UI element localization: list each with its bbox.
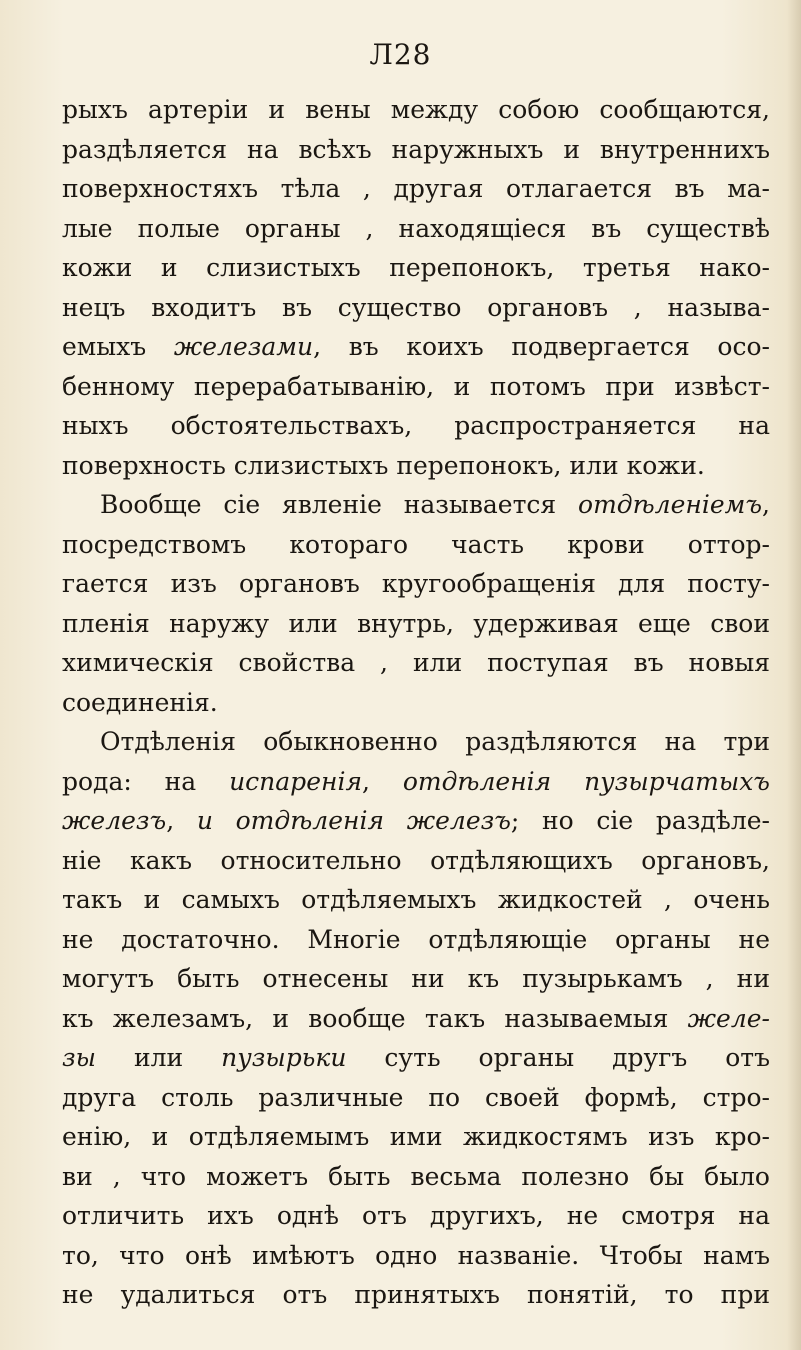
text-line bbox=[62, 525, 770, 565]
italic-term: желе- bbox=[687, 1003, 770, 1033]
text-line bbox=[62, 1196, 770, 1236]
text-line bbox=[62, 604, 770, 644]
text-segment: лые полые органы , находящіеся въ существѣ bbox=[62, 213, 770, 243]
text-line bbox=[62, 999, 770, 1039]
italic-term: железъ bbox=[62, 806, 167, 835]
text-line bbox=[62, 801, 770, 841]
text-segment: такъ и самыхъ отдѣляемыхъ жидкостей , очень bbox=[62, 885, 770, 914]
italic-term: и отдѣленія железъ bbox=[196, 806, 511, 835]
body-text bbox=[62, 90, 770, 1315]
text-segment: Вообще сіе явленіе называется bbox=[100, 490, 579, 519]
text-segment: могутъ быть отнесены ни къ пузырькамъ , ни bbox=[62, 964, 770, 993]
text-line bbox=[62, 130, 770, 170]
text-segment: , въ коихъ подвергается осо- bbox=[313, 332, 770, 361]
text-segment: Отдѣленія обыкновенно раздѣляются на три bbox=[100, 727, 770, 756]
text-line bbox=[62, 683, 770, 723]
italic-term: отдѣленія пузырчатыхъ bbox=[402, 766, 770, 796]
text-segment: отличить ихъ однѣ отъ другихъ, не смотря на bbox=[62, 1201, 770, 1230]
text-segment: поверхность слизистыхъ перепонокъ, или кожи. bbox=[62, 450, 705, 480]
text-segment: друга столь различные по своей формѣ, стро- bbox=[62, 1082, 770, 1112]
italic-term: железами bbox=[173, 332, 314, 361]
text-segment: посредствомъ котораго часть крови оттор- bbox=[62, 529, 770, 559]
text-segment: рыхъ артеріи и вены между собою сообщаются, bbox=[62, 95, 770, 124]
text-line bbox=[62, 446, 770, 486]
text-segment: бенному перерабатыванію, и потомъ при извѣст- bbox=[62, 371, 770, 401]
text-segment: , bbox=[362, 766, 403, 796]
text-line bbox=[62, 1038, 770, 1078]
text-segment: то, что онѣ имѣютъ одно названіе. Чтобы намъ bbox=[62, 1240, 770, 1270]
text-line bbox=[62, 1236, 770, 1276]
text-line bbox=[62, 762, 770, 802]
text-line bbox=[62, 920, 770, 960]
text-line bbox=[62, 1078, 770, 1118]
text-segment: емыхъ bbox=[62, 332, 174, 361]
text-line bbox=[62, 1157, 770, 1197]
text-segment: суть органы другъ отъ bbox=[346, 1043, 770, 1072]
text-line bbox=[62, 1275, 770, 1315]
text-segment: нецъ входитъ въ существо органовъ , называ- bbox=[62, 292, 770, 322]
text-line bbox=[62, 367, 770, 407]
text-segment: или bbox=[96, 1043, 222, 1072]
text-line bbox=[62, 722, 770, 762]
text-segment: химическія свойства , или поступая въ новыя bbox=[62, 648, 770, 677]
text-segment: ніе какъ относительно отдѣляющихъ органовъ, bbox=[62, 845, 770, 875]
text-segment: гается изъ органовъ кругообращенія для посту- bbox=[62, 569, 770, 598]
text-line bbox=[62, 406, 770, 446]
page-number: Л28 bbox=[369, 38, 432, 71]
text-segment: не достаточно. Многіе отдѣляющіе органы не bbox=[62, 924, 770, 954]
text-line bbox=[62, 1117, 770, 1157]
text-segment: къ железамъ, и вообще такъ называемыя bbox=[62, 1003, 688, 1033]
italic-term: испаренія bbox=[229, 766, 363, 796]
italic-term: зы bbox=[62, 1043, 96, 1072]
text-line bbox=[62, 564, 770, 604]
text-segment: соединенія. bbox=[62, 687, 218, 717]
italic-term: пузырьки bbox=[221, 1043, 347, 1072]
text-line bbox=[62, 209, 770, 249]
text-line bbox=[62, 643, 770, 683]
text-line bbox=[62, 959, 770, 999]
text-line bbox=[62, 841, 770, 881]
text-segment: ви , что можетъ быть весьма полезно бы было bbox=[62, 1161, 770, 1191]
text-line bbox=[62, 288, 770, 328]
text-segment: кожи и слизистыхъ перепонокъ, третья нако- bbox=[62, 253, 770, 282]
text-segment: , bbox=[166, 806, 197, 835]
text-line bbox=[62, 485, 770, 525]
text-line bbox=[62, 327, 770, 367]
text-line bbox=[62, 248, 770, 288]
text-segment: ныхъ обстоятельствахъ, распространяется на bbox=[62, 411, 770, 440]
text-segment: , bbox=[762, 490, 770, 519]
text-line bbox=[62, 90, 770, 130]
text-line bbox=[62, 880, 770, 920]
text-segment: ; но сіе раздѣле- bbox=[510, 806, 770, 835]
text-segment: раздѣляется на всѣхъ наружныхъ и внутреннихъ bbox=[62, 134, 770, 164]
text-line bbox=[62, 169, 770, 209]
text-segment: енію, и отдѣляемымъ ими жидкостямъ изъ кро- bbox=[62, 1122, 770, 1151]
text-segment: не удалиться отъ принятыхъ понятій, то при bbox=[62, 1280, 770, 1309]
page-edge-shadow bbox=[787, 0, 801, 1350]
text-segment: рода: на bbox=[62, 766, 230, 796]
text-segment: поверхностяхъ тѣла , другая отлагается въ ма- bbox=[62, 174, 770, 203]
italic-term: отдѣленіемъ bbox=[578, 490, 763, 519]
text-segment: пленія наружу или внутрь, удерживая еще свои bbox=[62, 608, 770, 638]
